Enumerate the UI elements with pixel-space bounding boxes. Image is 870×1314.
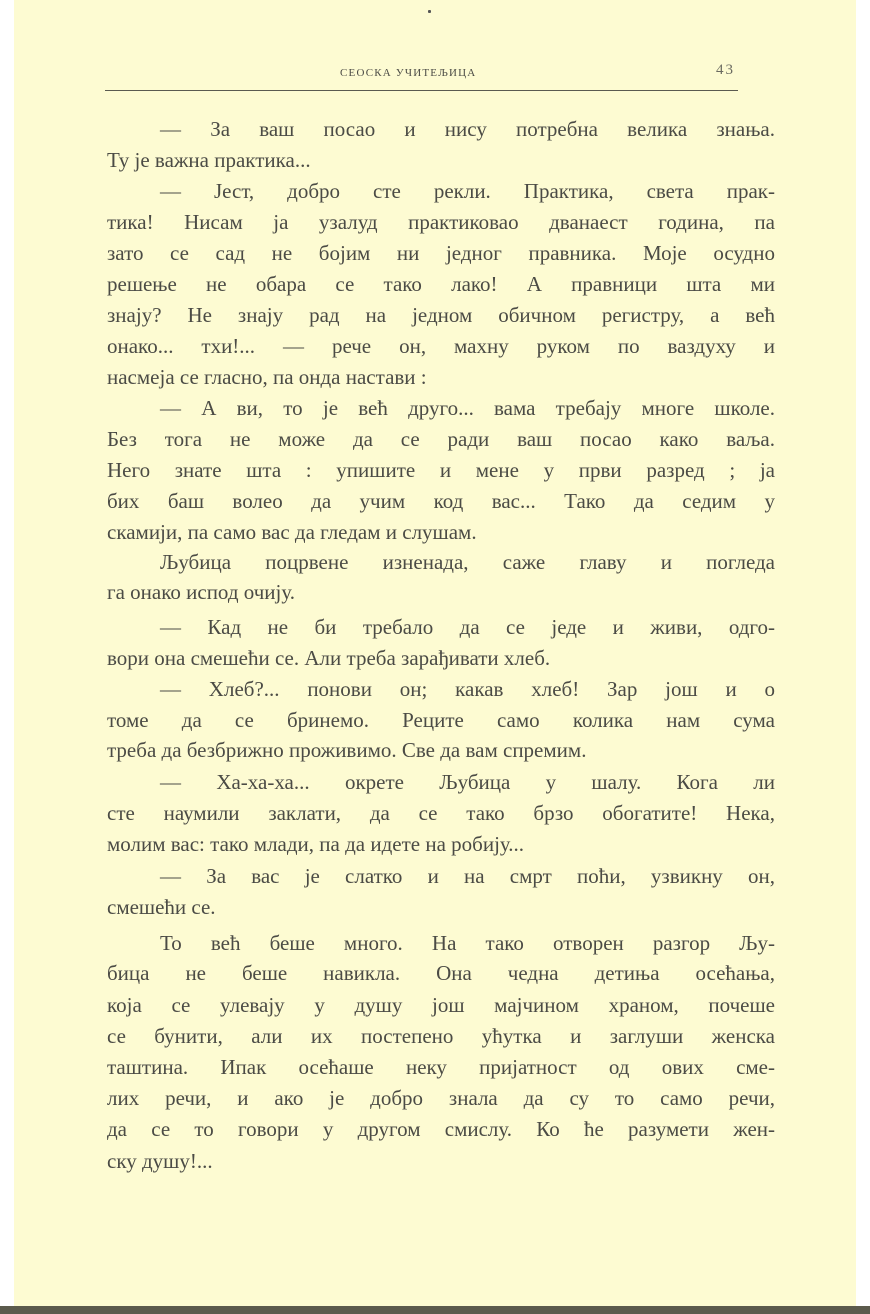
- text-line: треба да безбрижно проживимо. Све да вам спремим.: [107, 738, 587, 762]
- text-line: сте наумили заклати, да се тако брзо обогатите! Нека,: [107, 801, 775, 825]
- text-line: Без тога не може да се ради ваш посао како ваља.: [107, 427, 775, 451]
- page-number: 43: [716, 62, 735, 78]
- text-line: томе да се бринемо. Реците само колика нам сума: [107, 708, 775, 732]
- text-line: зато се сад не бојим ни једног правника. Моје осудно: [107, 241, 775, 265]
- text-line: га онако испод очију.: [107, 580, 295, 604]
- text-line: Љубица поцрвене изненада, саже главу и погледа: [160, 550, 775, 574]
- text-line: тика! Нисам ја узалуд практиковао дванаест година, па: [107, 210, 775, 234]
- text-line: онако... тхи!... — рече он, махну руком по ваздуху и: [107, 334, 775, 358]
- text-line: Ту је важна практика...: [107, 148, 311, 172]
- text-line: смешећи се.: [107, 895, 216, 919]
- text-line: бица не беше навикла. Она чедна детиња осећања,: [107, 961, 775, 985]
- text-line: решење не обара се тако лако! А правници шта ми: [107, 272, 775, 296]
- text-line: — А ви, то је већ друго... вама требају многе школе.: [160, 396, 775, 420]
- text-line: знају? Не знају рад на једном обичном регистру, а већ: [107, 303, 775, 327]
- text-line: — Кад не би требало да се једе и живи, одго-: [160, 615, 775, 639]
- ink-speck: [428, 10, 431, 13]
- scan-edge: [0, 1306, 870, 1314]
- text-line: — За ваш посао и нису потребна велика знања.: [160, 117, 775, 141]
- text-line: лих речи, и ако је добро знала да су то само речи,: [107, 1086, 775, 1110]
- text-line: — За вас је слатко и на смрт поћи, узвикну он,: [160, 864, 775, 888]
- text-line: ску душу!...: [107, 1149, 213, 1173]
- text-line: насмеја се гласно, па онда настави :: [107, 365, 427, 389]
- text-line: скамији, па само вас да гледам и слушам.: [107, 520, 477, 544]
- text-line: — Ха-ха-ха... окрете Љубица у шалу. Кога ли: [160, 770, 775, 794]
- text-line: бих баш волео да учим код вас... Тако да седим у: [107, 489, 775, 513]
- text-line: таштина. Ипак осећаше неку пријатност од ових сме-: [107, 1055, 775, 1079]
- text-line: се бунити, али их постепено ућутка и заглуши женска: [107, 1024, 775, 1048]
- text-line: — Хлеб?... понови он; какав хлеб! Зар још и о: [160, 677, 775, 701]
- text-line: Него знате шта : упишите и мене у први разред ; ја: [107, 458, 775, 482]
- text-line: која се улевају у душу још мајчином храном, почеше: [107, 993, 775, 1017]
- running-title: СЕОСКА УЧИТЕЉИЦА: [340, 67, 477, 79]
- text-line: молим вас: тако млади, па да идете на робију...: [107, 832, 525, 856]
- text-line: да се то говори у другом смислу. Ко ће разумети жен-: [107, 1117, 775, 1141]
- header-rule: [105, 90, 738, 91]
- text-line: — Јест, добро сте рекли. Практика, света прак-: [160, 179, 775, 203]
- text-line: То већ беше много. На тако отворен разгор Љу-: [160, 931, 775, 955]
- text-line: вори она смешећи се. Али треба зарађивати хлеб.: [107, 646, 551, 670]
